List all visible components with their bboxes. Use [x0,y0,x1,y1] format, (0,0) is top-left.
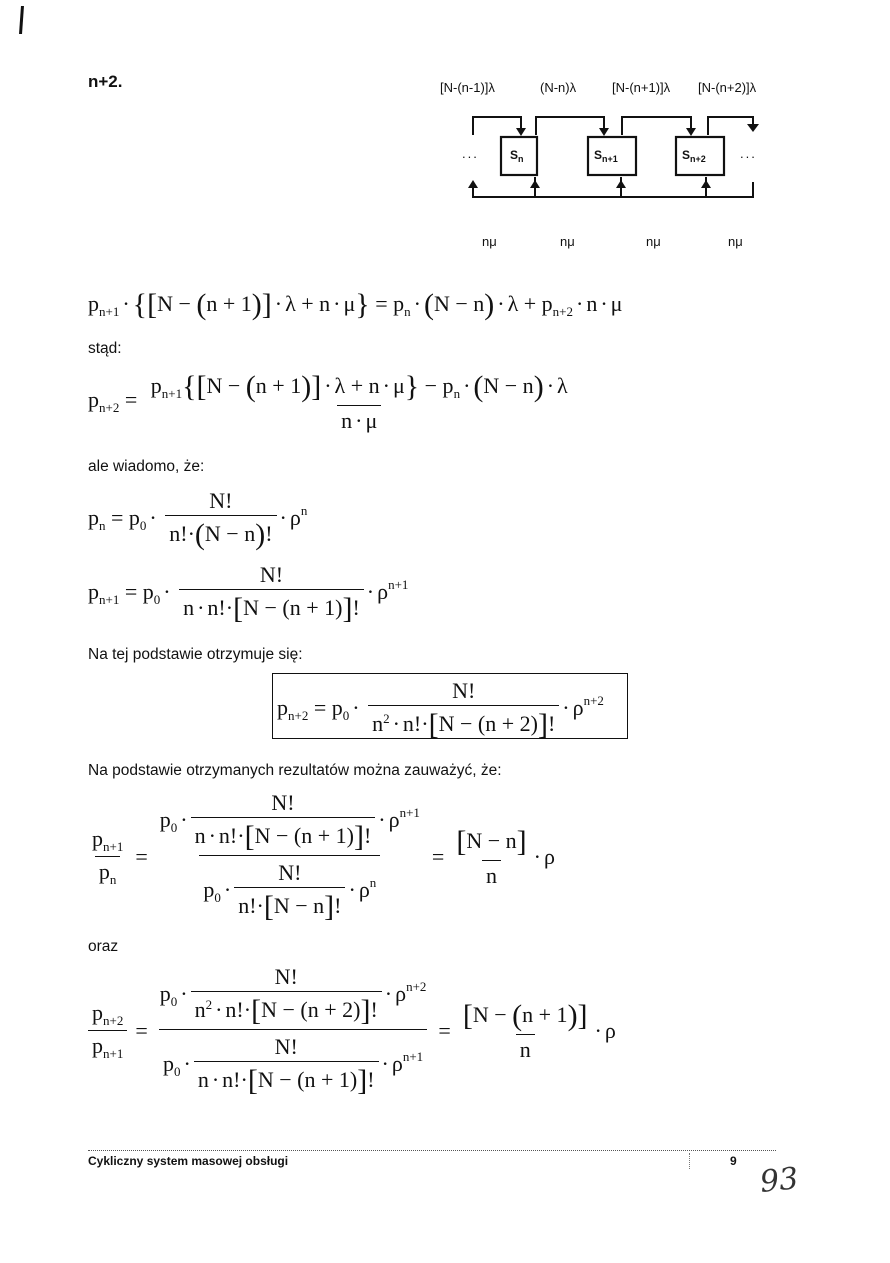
text-ale: ale wiadomo, że: [88,458,205,475]
equation-pn1: $p_{n+1} = p_0$ · $\frac{N!}{n \cdot n!\cdot[N - (n + 1)]!}$ · $\rho^{n+1}$ [88,562,409,625]
top-flow-1 [473,117,521,135]
top-flow-2 [536,117,604,135]
margin-mark [19,6,24,34]
state-label-n1: $S_{n+1}$ [594,148,618,164]
handwritten-number: 93 [758,1161,800,1200]
bottom-rate-label: nμ [728,234,743,249]
boxed-result: $p_{n+2} = p_0$ · $\frac{N!}{n^2 \cdot n!\cdot[N - (n + 2)]!}$ · $\rho^{n+2}$ [272,673,628,739]
section-heading: n+2. [88,72,123,91]
top-rate-label: [N-(n+2)]λ [698,80,757,95]
state-label-n2: $S_{n+2}$ [682,148,706,164]
balance-equation: $p_{n+1} \cdot \{[N - (n + 1)] \cdot \lambda + n \cdot \mu\} = p_n \cdot (N - n) \cdot \lambda + p_{n+2} \cdot n \cdot \mu$ [88,288,623,321]
top-rate-label: [N-(n-1)]λ [440,80,495,95]
top-rate-label: (N-n)λ [540,80,577,95]
text-na-tej: Na tej podstawie otrzymuje się: [88,646,303,663]
footer-separator [689,1153,690,1169]
equation-pn2: $p_{n+2}$ = $\frac{p_{n+1}\{[N - (n + 1)] \cdot \lambda + n \cdot \mu\} - p_n \cdot (N - n) \cdot \lambda}{n \cdot \mu}$ [88,370,568,433]
text-na-podstawie: Na podstawie otrzymanych rezultatów można zauważyć, że: [88,762,502,779]
bottom-flow-2 [535,177,621,197]
text-oraz: oraz [88,938,119,955]
bottom-flow-4 [706,182,753,197]
ellipsis-right: ... [740,146,757,161]
ellipsis-left: ... [462,146,479,161]
bottom-rate-label: nμ [646,234,661,249]
bottom-flow-1 [473,177,535,197]
bottom-rate-label: nμ [482,234,497,249]
ratio-pn2-pn1: $\frac{p_{n+2}}{p_{n+1}}$ = $p_0$ · $\frac{N!}{n^2 \cdot n!\cdot[N - (n + 2)]!}$ · $\rho^{n+2}$ $p_0$ · $\frac{N!}{n \cdot n!\cdot[N - (n + 1)]!}$ · $\rho^{n+1}$ = $\frac{[N - (n + 1)]}{n}$ · ρ [88,964,616,1098]
diagram-lines [440,80,800,260]
bottom-flow-3 [621,177,706,197]
top-flow-4 [708,117,753,135]
bottom-rate-label: nμ [560,234,575,249]
page-number: 9 [730,1154,737,1168]
top-flow-3 [622,117,691,135]
text-stad: stąd: [88,340,122,357]
state-transition-diagram [440,80,800,260]
top-rate-label: [N-(n+1)]λ [612,80,671,95]
equation-pn: $p_n = p_0$ · $\frac{N!}{n!\cdot(N - n)!}$ · $\rho^n$ [88,488,308,551]
state-label-n: $S_n$ [510,148,524,164]
footer-rule [88,1150,776,1151]
ratio-pn1-pn: $\frac{p_{n+1}}{p_n}$ = $p_0$ · $\frac{N!}{n \cdot n!\cdot[N - (n + 1)]!}$ · $\rho^{n+1}$ $p_0$ · $\frac{N!}{n!\cdot[N - n]!}$ · $\rho^n$ = $\frac{[N - n]}{n}$ · ρ [92,790,555,923]
footer-title: Cykliczny system masowej obsługi [88,1154,289,1168]
